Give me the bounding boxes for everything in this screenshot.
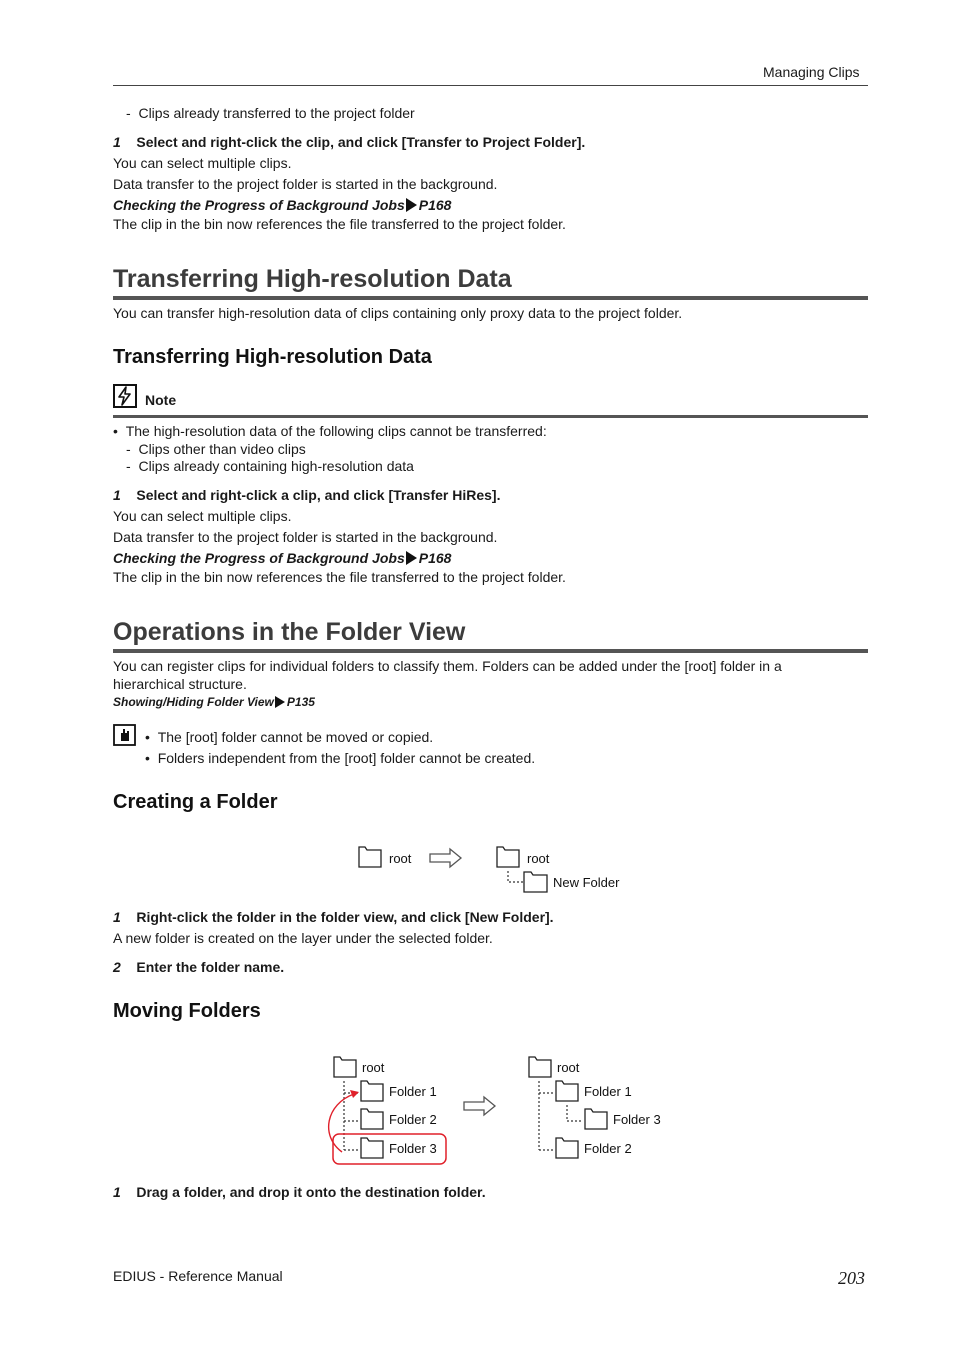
tip-item: • Folders independent from the [root] folder cannot be created.: [145, 750, 536, 766]
folder-label-root: root: [389, 851, 412, 866]
section-heading: Operations in the Folder View: [113, 618, 466, 646]
body-text: You can register clips for individual folders to classify them. Folders can be added under the [root] folder in a: [113, 658, 782, 674]
heading-rule: [113, 296, 868, 300]
body-text: A new folder is created on the layer under the selected folder.: [113, 930, 493, 946]
running-header: Managing Clips: [763, 64, 860, 80]
header-rule: [113, 85, 868, 86]
cross-reference-link[interactable]: Checking the Progress of Background Jobs P168: [113, 550, 452, 566]
folder-icon: [556, 1081, 578, 1101]
note-bullet: • The high-resolution data of the following clips cannot be transferred:: [113, 423, 547, 439]
folder-icon: [361, 1109, 383, 1129]
folder-label: root: [362, 1060, 385, 1075]
step-1: 1 Select and right-click the clip, and click [Transfer to Project Folder].: [113, 134, 586, 150]
note-sub-item: - Clips other than video clips: [126, 441, 306, 457]
step-1: 1 Select and right-click a clip, and click [Transfer HiRes].: [113, 487, 501, 503]
body-text: Data transfer to the project folder is started in the background.: [113, 176, 498, 192]
subsection-heading: Creating a Folder: [113, 791, 278, 813]
cross-reference-link[interactable]: Showing/Hiding Folder View P135: [113, 695, 315, 709]
heading-rule: [113, 649, 868, 653]
folder-label: root: [557, 1060, 580, 1075]
reference-arrow-icon: [275, 696, 285, 708]
folder-icon: [361, 1081, 383, 1101]
subsection-heading: Moving Folders: [113, 1000, 261, 1022]
folder-label: Folder 2: [389, 1112, 437, 1127]
footer-manual-title: EDIUS - Reference Manual: [113, 1268, 283, 1284]
folder-icon: [524, 872, 547, 892]
folder-label: Folder 3: [613, 1112, 661, 1127]
page-number: 203: [838, 1268, 865, 1288]
body-text: The clip in the bin now references the file transferred to the project folder.: [113, 216, 566, 232]
subsection-heading: Transferring High-resolution Data: [113, 346, 432, 368]
folder-label: Folder 3: [389, 1141, 437, 1156]
step-1: 1 Right-click the folder in the folder view, and click [New Folder].: [113, 909, 554, 925]
folder-label: Folder 2: [584, 1141, 632, 1156]
body-text: You can select multiple clips.: [113, 155, 292, 171]
folder-icon: [334, 1057, 356, 1077]
tip-item: • The [root] folder cannot be moved or copied.: [145, 729, 434, 745]
note-label: Note: [145, 392, 177, 408]
drag-arrow-head: [350, 1090, 359, 1098]
reference-arrow-icon: [406, 198, 417, 212]
note-icon: [113, 384, 137, 408]
step-1: 1 Drag a folder, and drop it onto the destination folder.: [113, 1184, 486, 1200]
body-text: The clip in the bin now references the file transferred to the project folder.: [113, 569, 566, 585]
body-text: You can transfer high-resolution data of clips containing only proxy data to the project folder.: [113, 305, 683, 321]
section-heading: Transferring High-resolution Data: [113, 265, 512, 293]
step-2: 2 Enter the folder name.: [113, 959, 285, 975]
folder-icon: [497, 847, 519, 867]
folder-label-root: root: [527, 851, 550, 866]
list-item: - Clips already transferred to the project folder: [126, 105, 415, 121]
arrow-right-icon: [430, 849, 461, 867]
body-text: Data transfer to the project folder is started in the background.: [113, 529, 498, 545]
tip-hand-icon: [113, 724, 137, 746]
folder-label-new-folder: New Folder: [553, 875, 620, 890]
folder-icon: [361, 1138, 383, 1158]
folder-label: Folder 1: [584, 1084, 632, 1099]
folder-icon: [529, 1057, 551, 1077]
folder-label: Folder 1: [389, 1084, 437, 1099]
tree-connector: [508, 871, 523, 882]
folder-icon: [585, 1109, 607, 1129]
folder-icon: [359, 847, 381, 867]
body-text: You can select multiple clips.: [113, 508, 292, 524]
note-rule: [113, 415, 868, 418]
body-text: hierarchical structure.: [113, 676, 247, 692]
cross-reference-link[interactable]: Checking the Progress of Background Jobs P168: [113, 197, 452, 213]
arrow-right-icon: [464, 1097, 495, 1115]
note-sub-item: - Clips already containing high-resolution data: [126, 458, 414, 474]
folder-icon: [556, 1138, 578, 1158]
reference-arrow-icon: [406, 551, 417, 565]
